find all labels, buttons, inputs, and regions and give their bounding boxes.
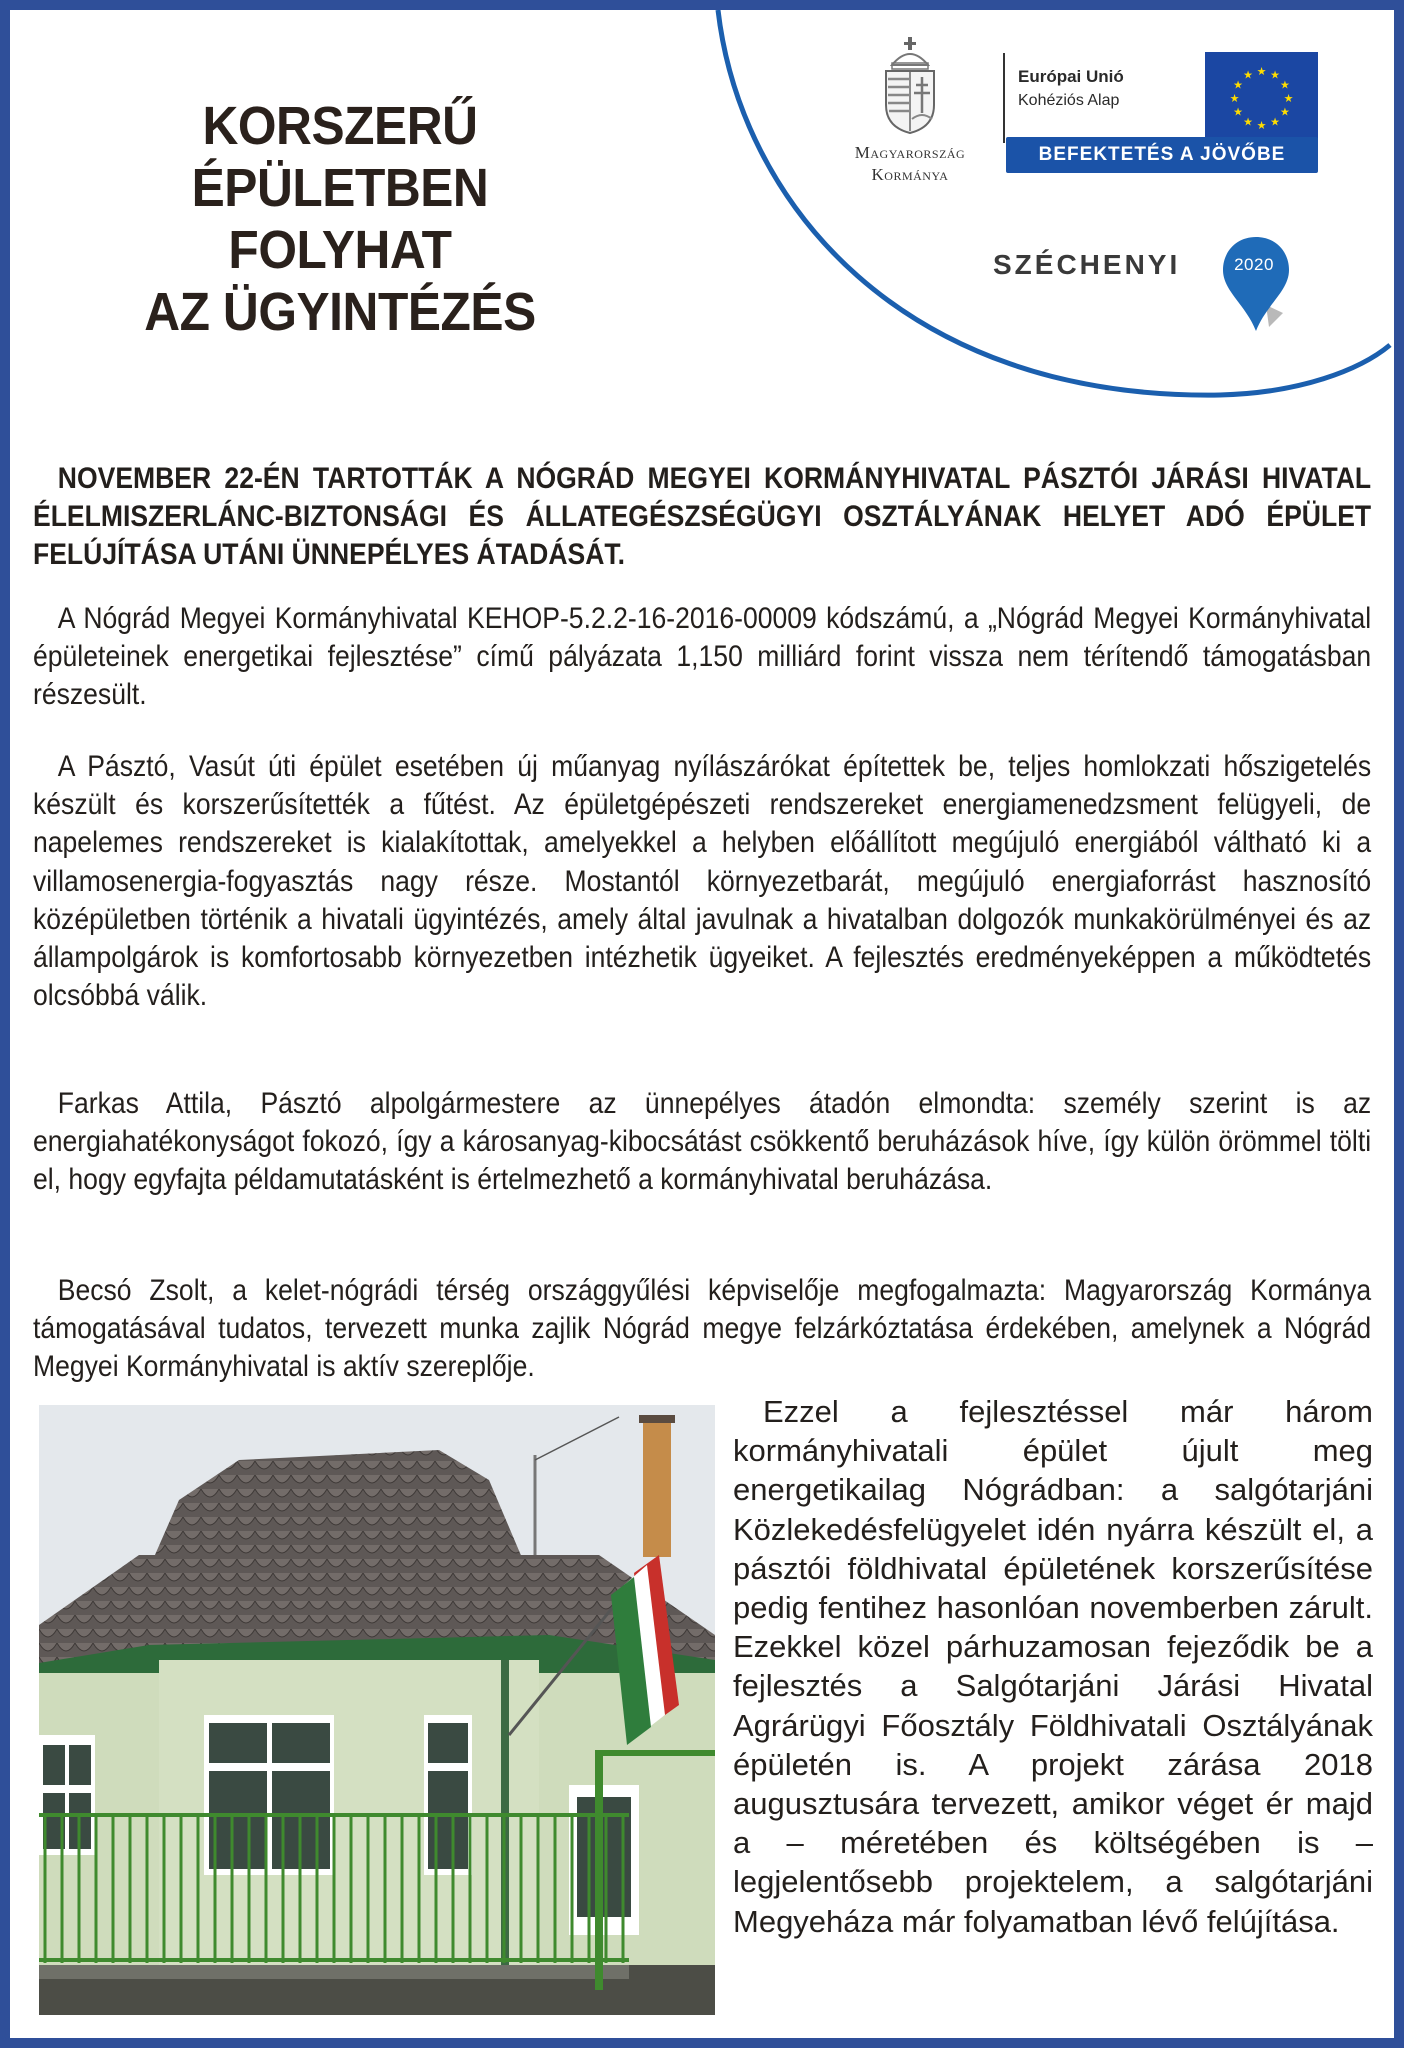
headline-line: AZ ÜGYINTÉZÉS — [144, 282, 536, 342]
paragraph-mp-quote: Becsó Zsolt, a kelet-nógrádi térség országgyűlési képviselője megfogalmazta: Magyarország Kormánya támogatásával tudatos, tervezett munka zajlik Nógrád megye felzárkóztatása érdekében, amelynek a Nógrád Megyei Kormányhivatal is aktív szereplője. — [33, 1274, 1372, 1384]
eu-star-icon: ★ — [1229, 93, 1240, 105]
headline-line: ÉPÜLETBEN — [191, 158, 489, 218]
eu-star-icon: ★ — [1283, 93, 1294, 105]
hungarian-coat-of-arms-icon — [878, 35, 942, 135]
government-logo — [820, 35, 1000, 184]
article-paragraph — [33, 600, 1371, 733]
eu-star-icon: ★ — [1256, 120, 1267, 132]
article-paragraph — [33, 748, 1371, 1033]
building-illustration — [39, 1405, 715, 2015]
paragraph-other-projects: Ezzel a fejlesztéssel már három kormányhivatali épület újult meg energetikailag Nógrádban: a salgótarjáni Közlekedésfelügyelet idén nyárra készült el, a pásztói földhivatal épületének korszerűsítése pedig fentihez hasonlóan novemberben zárult. Ezekkel közel párhuzamosan fejeződik be a fejlesztés a Salgótarjáni Járási Hivatal Agrárügyi Főosztály Földhivatali Osztályának épületén is. A projekt zárása 2018 augusztusára tervezett, amikor véget ér majd a – méretében és költségében is – legjelentősebb projektelem, a salgótarjáni Megyeháza már folyamatban lévő felújítása. — [733, 1394, 1373, 1939]
eu-title: Európai Unió — [1018, 67, 1124, 86]
eu-star-icon: ★ — [1256, 66, 1267, 78]
eu-star-icon: ★ — [1243, 116, 1253, 129]
government-name-line2: Kormánya — [871, 165, 949, 184]
paragraph-renovation: A Pásztó, Vasút úti épület esetében új műanyag nyílászárókat építettek be, teljes homlokzati hőszigetelés készült és korszerűsítették a fűtést. Az épületgépészeti rendszereket energiamenedzsment felügyeli, de napelemes rendszereket is kialakítottak, amelyekkel a helyben előállított megújuló energiából váltható ki a villamosenergia-fogyasztás nagy része. Mostantól környezetbarát, megújuló energiaforrást hasznosító középületben történik a hivatali ügyintézés, amely által javulnak a hivatalban dolgozók munkakörülményei és az állampolgárok is komfortosabb környezetben intézhetik ügyeiket. A fejlesztés eredményeképpen a működtetés olcsóbbá válik. — [33, 750, 1372, 1013]
eu-flag-icon — [1205, 52, 1318, 144]
eu-star-icon: ★ — [1279, 106, 1290, 119]
article-paragraph — [33, 1085, 1371, 1218]
investment-banner: BEFEKTETÉS A JÖVŐBE — [1006, 137, 1318, 173]
eu-star-icon: ★ — [1243, 69, 1253, 82]
location-pin-icon — [1221, 235, 1291, 335]
eu-star-icon: ★ — [1270, 116, 1280, 129]
article-lead: NOVEMBER 22-ÉN TARTOTTÁK A NÓGRÁD MEGYEI KORMÁNYHIVATAL PÁSZTÓI JÁRÁSI HIVATAL ÉLELMISZERLÁNC-BIZTONSÁGI ÉS ÁLLATEGÉSZSÉGÜGYI OSZTÁLYÁNAK HELYET ADÓ ÉPÜLET FELÚJÍTÁSA UTÁNI ÜNNEPÉLYES ÁTADÁSÁT. — [33, 462, 1372, 571]
eu-star-icon: ★ — [1233, 106, 1244, 119]
paragraph-funding: A Nógrád Megyei Kormányhivatal KEHOP-5.2.2-16-2016-00009 kódszámú, a „Nógrád Megyei Kormányhivatal épületeinek energetikai fejlesztése” című pályázata 1,150 milliárd forint vissza nem térítendő támogatásban részesült. — [33, 602, 1372, 712]
eu-star-icon: ★ — [1279, 79, 1290, 92]
szechenyi-name: SZÉCHENYI — [993, 249, 1181, 280]
eu-star-icon: ★ — [1233, 79, 1244, 92]
eu-subtitle: Kohéziós Alap — [1018, 92, 1120, 109]
logo-divider — [1003, 53, 1005, 143]
eu-star-icon: ★ — [1270, 69, 1280, 82]
government-name-line1: Magyarország — [854, 143, 966, 162]
paragraph-deputy-mayor-quote: Farkas Attila, Pásztó alpolgármestere az ünnepélyes átadón elmondta: személy szerint is az energiahatékonyságot fokozó, így a károsanyag-kibocsátást csökkentő beruházások híve, így külön örömmel tölti el, hogy egyfajta példamutatásként is értelmezhető a kormányhivatal beruházása. — [33, 1087, 1372, 1197]
eu-label — [1018, 65, 1124, 113]
article-paragraph — [33, 1272, 1371, 1405]
szechenyi-year: 2020 — [1234, 255, 1274, 274]
building-photo — [39, 1405, 715, 2015]
headline-line: FOLYHAT — [228, 220, 452, 280]
headline — [82, 95, 597, 343]
headline-line: KORSZERŰ — [202, 96, 478, 156]
